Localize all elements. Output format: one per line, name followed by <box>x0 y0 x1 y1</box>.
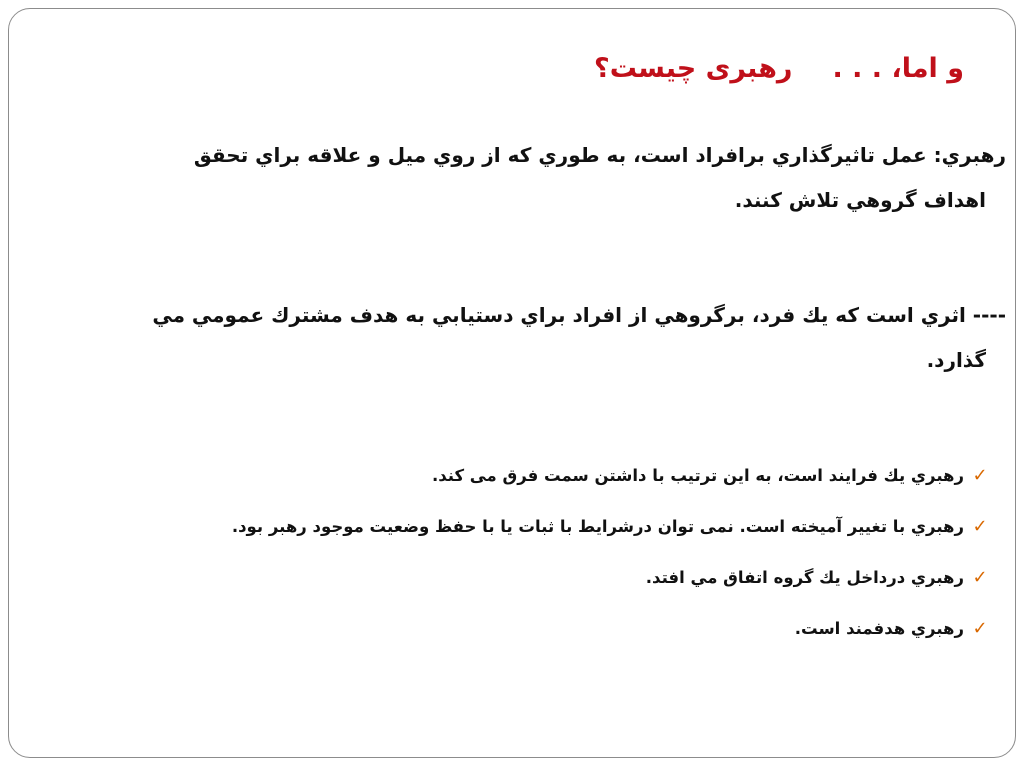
list-item-text: رهبري هدفمند است. <box>794 619 964 638</box>
checkmark-icon: ✓ <box>972 516 988 537</box>
list-item <box>90 609 990 660</box>
list-item-text: رهبري يك فرايند است، به این ترتیب با داشتن سمت فرق می کند. <box>431 466 964 485</box>
slide-title <box>594 48 964 90</box>
list-item <box>90 558 990 609</box>
definition-line-2: اهداف گروهي تلاش كنند. <box>734 188 986 212</box>
checkmark-icon: ✓ <box>972 465 988 486</box>
slide-title-lead: و اما، . . . <box>832 53 964 84</box>
checkmark-icon: ✓ <box>972 567 988 588</box>
list-item <box>90 507 990 558</box>
alternate-definition-paragraph <box>22 293 1006 383</box>
checkmark-icon: ✓ <box>972 618 988 639</box>
list-item-text: رهبري با تغيير آميخته است. نمی توان درشرایط با ثبات یا با حفظ وضعیت موجود رهبر بود. <box>231 517 964 536</box>
list-item-text: رهبري درداخل يك گروه اتفاق مي افتد. <box>645 568 964 587</box>
definition-line-1: رهبري: عمل تاثيرگذاري برافراد است، به طوري كه از روي ميل و علاقه براي تحقق <box>193 143 1006 167</box>
definition-paragraph <box>22 133 1006 223</box>
alternate-definition-line-1: ---- اثري است كه يك فرد، برگروهي از افراد براي دستيابي به هدف مشترك عمومي مي <box>152 303 1006 327</box>
leadership-points-list <box>90 456 990 660</box>
alternate-definition-line-2: گذارد. <box>926 348 986 372</box>
slide-title-question: رهبری چیست؟ <box>594 53 793 84</box>
list-item <box>90 456 990 507</box>
